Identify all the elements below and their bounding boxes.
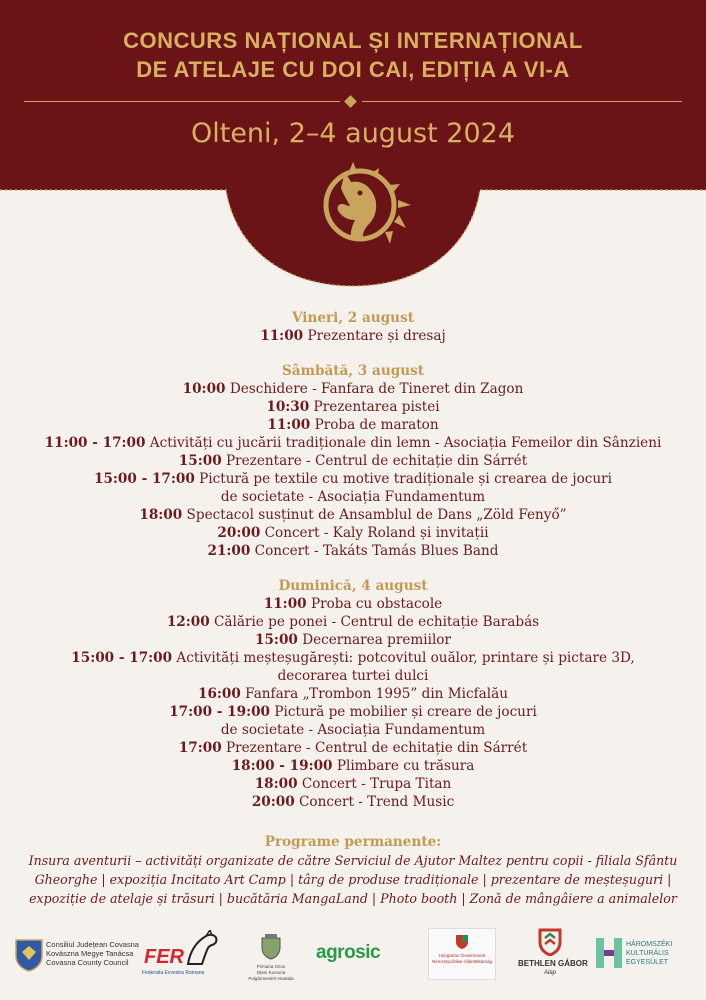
schedule-row-continued: de societate - Asociația Fundamentum [220,489,486,505]
schedule-row: 11:00 Proba de maraton [267,417,439,433]
schedule-row: 10:30 Prezentarea pistei [266,399,440,415]
schedule-row: 11:00 Proba cu obstacole [263,596,443,612]
day-heading: Duminică, 4 august [278,578,428,594]
schedule-row: 11:00 - 17:00 Activități cu jucării tradiționale din lemn - Asociația Femeilor din Sânzieni [44,435,662,451]
schedule-row: 15:00 - 17:00 Pictură pe textile cu motive tradiționale și crearea de jocuri [93,471,612,487]
schedule-row-continued: decorarea turtei dulci [277,668,429,684]
schedule-row: 17:00 Prezentare - Centrul de echitație din Sárrét [178,740,528,756]
day-saturday [0,362,706,560]
schedule-row: 15:00 Prezentare - Centrul de echitație din Sárrét [178,453,528,469]
horse-head-icon [182,930,222,966]
day-heading: Sâmbătă, 3 august [281,363,425,379]
bethlen-shield-icon [538,928,562,956]
permanent-line: expoziție de atelaje și trăsuri | bucătăria MangaLand | Photo booth | Zonă de mângâiere a animalelor [29,891,677,906]
title-line-1: CONCURS NAȚIONAL ȘI INTERNAȚIONAL [123,28,583,53]
title-divider-left [24,101,340,102]
schedule-row: 17:00 - 19:00 Pictură pe mobilier și creare de jocuri [169,704,537,720]
permanent-heading: Programe permanente: [264,834,442,850]
title-divider-right [362,101,682,102]
schedule-row: 18:00 Concert - Trupa Titan [254,776,452,792]
municipal-crest-icon [260,934,282,960]
schedule-row: 12:00 Călărie pe ponei - Centrul de echitație Barabás [166,614,540,630]
schedule-row: 16:00 Fanfara „Trombon 1995” din Micfalău [198,686,508,702]
schedule-row-continued: de societate - Asociația Fundamentum [220,722,486,738]
schedule-row: 18:00 Spectacol susținut de Ansamblul de Dans „Zöld Fenyő” [139,507,567,523]
permanent-line: Insura aventurii – activități organizate de către Serviciul de Ajutor Maltez pentru copii - filiala Sfântu [28,853,678,868]
day-sunday [0,577,706,811]
day-heading: Vineri, 2 august [292,310,414,326]
sponsor-logos: Consiliul Județean Covasna Kovászna Megye Tanácsa Covasna County Council FER Federatia Ecvestra Romana Primaria Ozun Oțeni Komuna Polgármesteri Hivatala agrosic Hungarian Government Nemzetpolitikai Államtitkárság BETHLEN GÁBOR Alap HÁROMSZÉKI KULTURÁLIS EGYESÜLET [0,928,706,988]
schedule [0,309,706,811]
schedule-row: 10:00 Deschidere - Fanfara de Tineret din Zagon [182,381,524,397]
schedule-row: 15:00 Decernarea premiilor [255,632,451,648]
logo-olteni: Primaria Ozun Oțeni Komuna Polgármesteri Hivatala [246,934,296,982]
permanent-line: Gheorghe | expoziția Incitato Art Camp | târg de produse tradiționale | prezentare de meșteșuguri | [34,872,672,887]
schedule-row: 21:00 Concert - Takáts Tamás Blues Band [207,543,499,559]
logo-hke: HÁROMSZÉKI KULTURÁLIS EGYESÜLET [596,936,702,976]
schedule-row: 15:00 - 17:00 Activități meșteșugărești: potcovitul ouălor, printare și pictare 3D, [71,650,635,666]
schedule-row: 18:00 - 19:00 Plimbare cu trăsura [231,758,475,774]
place-date: Olteni, 2–4 august 2024 [190,118,516,149]
day-friday [0,309,706,345]
schedule-row: 11:00 Prezentare și dresaj [260,328,446,344]
title-line-2: DE ATELAJE CU DOI CAI, EDIȚIA A VI-A [136,57,570,82]
event-title [0,26,706,84]
schedule-row: 20:00 Concert - Kaly Roland și invitații [217,525,489,541]
logo-agrosic: agrosic [316,942,381,963]
county-coat-of-arms-icon [14,938,44,972]
logo-bethlen-gabor: BETHLEN GÁBOR Alap [518,928,582,982]
hungarian-coat-of-arms-icon [455,933,469,949]
hke-logo-icon [596,938,622,968]
horse-head-sun-icon [305,160,415,250]
schedule-row: 20:00 Concert - Trend Music [251,794,455,810]
logo-hungarian-government: Hungarian Government Nemzetpolitikai Államtitkárság [428,928,496,980]
logo-fer: FER Federatia Ecvestra Romana [142,930,230,978]
